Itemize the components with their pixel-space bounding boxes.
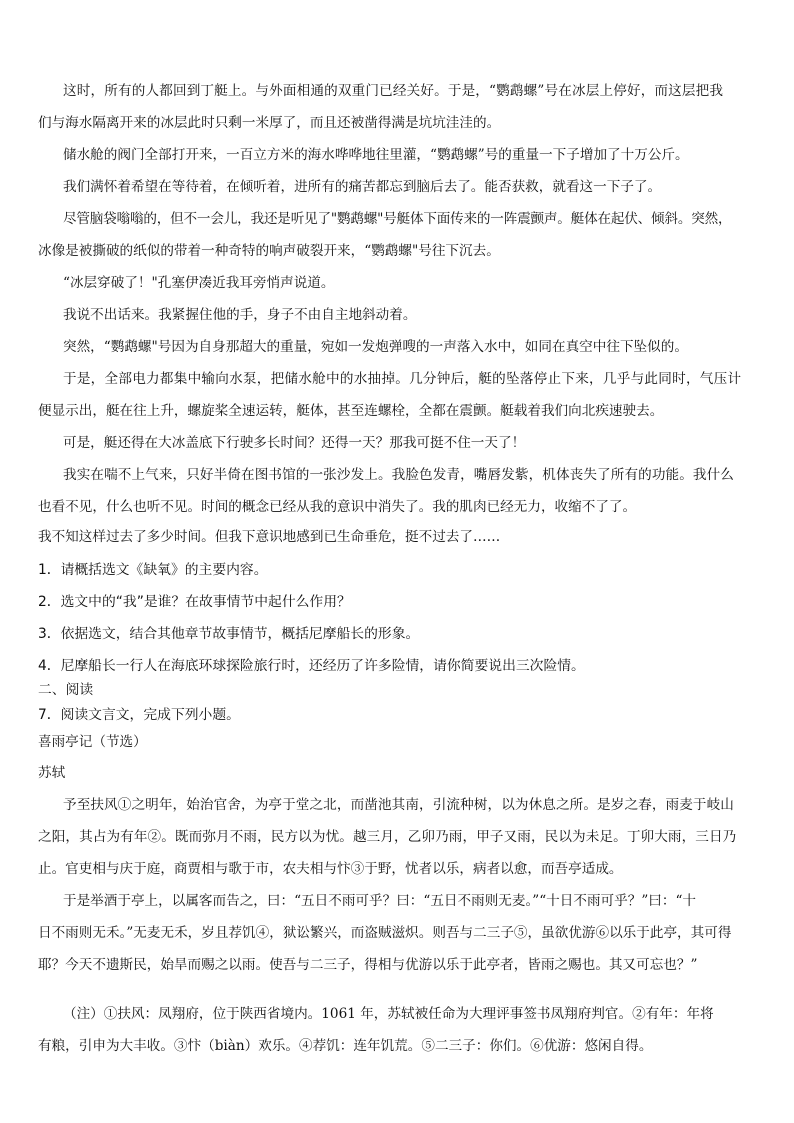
essay-title: 喜雨亭记（节选） bbox=[38, 734, 147, 750]
essay-line: 于是举酒于亭上，以属客而告之，曰：“五日不雨可乎？曰：“五日不雨则无麦。”“十日不雨可乎？”曰：“十 bbox=[63, 893, 697, 909]
novel-line: 便显示出，艇在往上升，螺旋桨全速运转，艇体，甚至连螺栓，全都在震颤。艇载着我们向北疾速驶去。 bbox=[38, 403, 664, 419]
novel-line: 我说不出话来。我紧握住他的手，身子不由自主地斜动着。 bbox=[63, 307, 417, 323]
question-item: 1．请概括选文《缺氧》的主要内容。 bbox=[38, 562, 268, 578]
novel-line: 尽管脑袋嗡嗡的，但不一会儿，我还是听见了"鹦鹉螺"号艇体下面传来的一阵震颤声。艇体在起伏、倾斜。突然， bbox=[63, 211, 732, 227]
novel-line: 们与海水隔离开来的冰层此时只剩一米厚了，而且还被凿得满是坑坑洼洼的。 bbox=[38, 115, 501, 131]
novel-line: 可是，艇还得在大冰盖底下行驶多长时间？还得一天？那我可挺不住一天了！ bbox=[63, 435, 526, 451]
question-item: 4．尼摩船长一行人在海底环球探险旅行时，还经历了许多险情，请你简要说出三次险情。 bbox=[38, 658, 585, 674]
novel-line: 这时，所有的人都回到丁艇上。与外面相通的双重门已经关好。于是，“鹦鹉螺”号在冰层上停好，而这层把我 bbox=[63, 83, 724, 99]
novel-line: 我不知这样过去了多少时间。但我下意识地感到已生命垂危，挺不过去了…… bbox=[38, 529, 501, 545]
essay-line: 之阳，其占为有年②。既而弥月不雨，民方以为忧。越三月，乙卯乃雨，甲子又雨，民以为未足。丁卯大雨，三日乃 bbox=[38, 829, 737, 845]
novel-line: 我们满怀着希望在等待着，在倾听着，进所有的痛苦都忘到脑后去了。能否获救，就看这一下子了。 bbox=[63, 179, 662, 195]
section-heading: 二、阅读 bbox=[38, 682, 94, 698]
question-item: 3．依据选文，结合其他章节故事情节，概括尼摩船长的形象。 bbox=[38, 626, 420, 642]
essay-line: 予至扶风①之明年，始治官舍，为亭于堂之北，而凿池其南，引流种树，以为休息之所。是岁之春，雨麦于岐山 bbox=[63, 797, 734, 813]
essay-line: 止。官吏相与庆于庭，商贾相与歌于市，农夫相与忭③于野，忧者以乐，病者以愈，而吾亭适成。 bbox=[38, 861, 623, 877]
novel-line: 突然，“鹦鹉螺"号因为自身那超大的重量，宛如一发炮弹嗖的一声落入水中，如同在真空中往下坠似的。 bbox=[63, 339, 688, 355]
novel-line: 储水舱的阀门全部打开来，一百立方米的海水哗哗地往里灌，“鹦鹉螺”号的重量一下子增加了十万公斤。 bbox=[63, 147, 689, 163]
note-line: （注）①扶风：凤翔府，位于陕西省境内。1061 年，苏轼被任命为大理评事签书凤翔府判官。②有年：年将 bbox=[63, 1006, 714, 1022]
novel-line: 于是，全部电力都集中输向水泵，把储水舱中的水抽掉。几分钟后，艇的坠落停止下来，几乎与此同时，气压计 bbox=[63, 371, 742, 387]
essay-author: 苏轼 bbox=[38, 765, 66, 781]
question-item: 2．选文中的“我”是谁？在故事情节中起什么作用？ bbox=[38, 594, 351, 610]
note-line: 有粮，引申为大丰收。③忭（biàn）欢乐。④荐饥：连年饥荒。⑤二三子：你们。⑥优游：悠闲自得。 bbox=[38, 1038, 653, 1054]
novel-line: 也看不见，什么也听不见。时间的概念已经从我的意识中消失了。我的肌肉已经无力，收缩不了了。 bbox=[38, 499, 637, 515]
essay-line: 日不雨则无禾。”无麦无禾，岁且荐饥④，狱讼繁兴，而盗贼滋炽。则吾与二三子⑤，虽欲优游⑥以乐于此亭，其可得 bbox=[38, 925, 732, 941]
question-item: 7．阅读文言文，完成下列小题。 bbox=[38, 707, 240, 723]
novel-line: 冰像是被撕破的纸似的带着一种奇特的响声破裂开来，“鹦鹉螺"号往下沉去。 bbox=[38, 243, 500, 259]
essay-line: 耶？今天不遗斯民，始旱而赐之以雨。使吾与二三子，得相与优游以乐于此亭者，皆雨之赐也。其又可忘也？” bbox=[38, 957, 698, 973]
novel-line: 我实在喘不上气来，只好半倚在图书馆的一张沙发上。我脸色发青，嘴唇发紫，机体丧失了所有的功能。我什么 bbox=[63, 467, 734, 483]
novel-line: “冰层穿破了！"孔塞伊凑近我耳旁悄声说道。 bbox=[63, 275, 335, 291]
